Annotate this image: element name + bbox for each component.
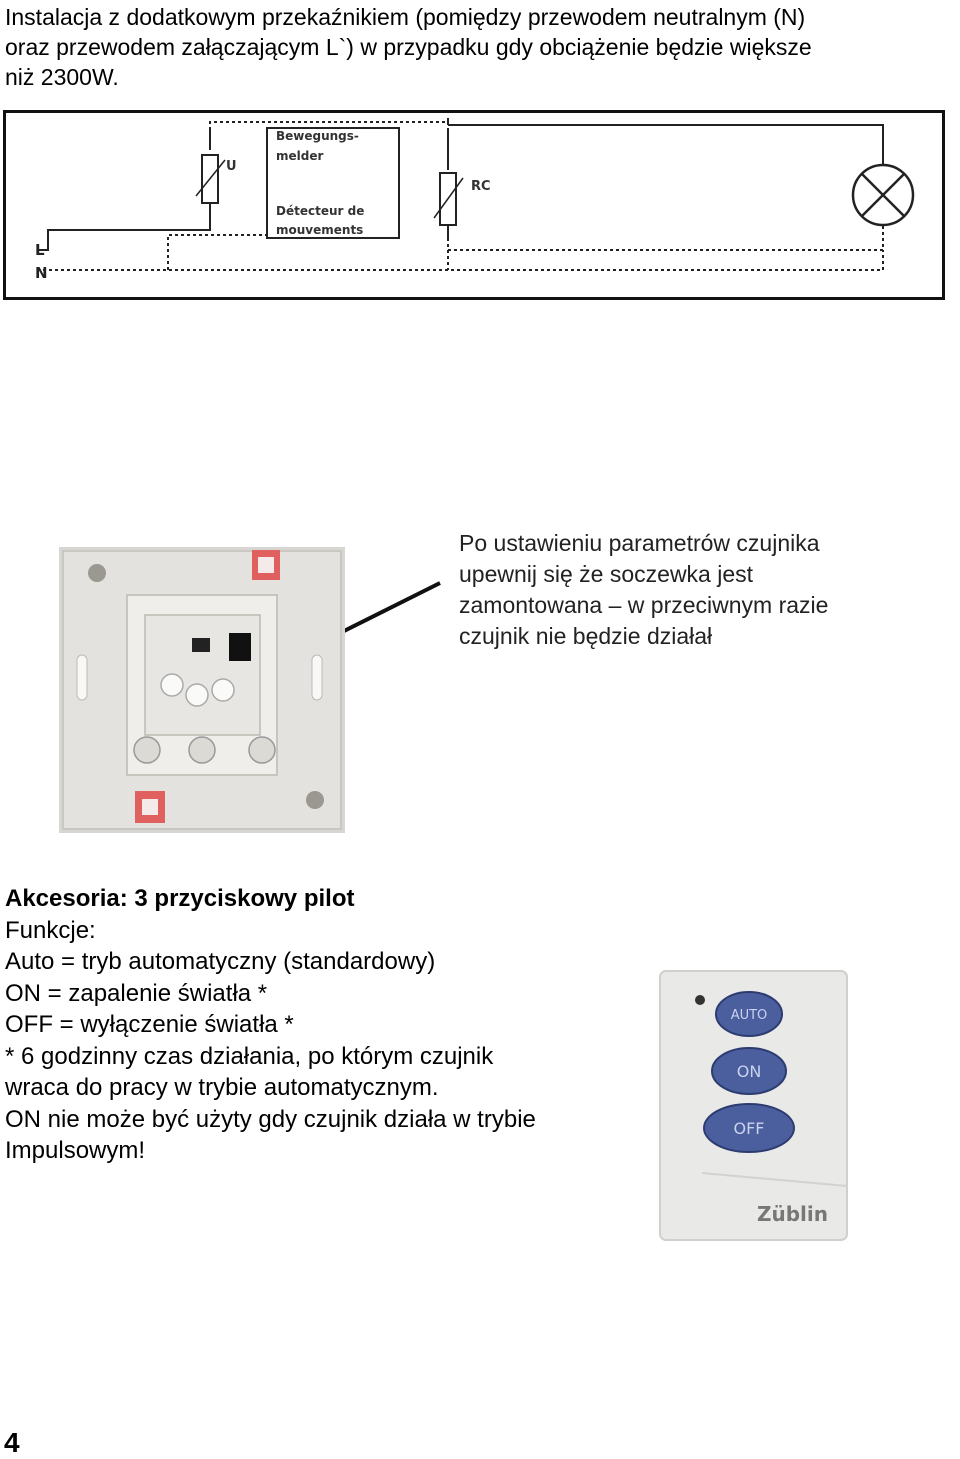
note-line: czujnik nie będzie działał — [459, 623, 713, 649]
brand-logo: Züblin — [757, 1202, 829, 1226]
note-line: zamontowana – w przeciwnym razie — [459, 592, 829, 618]
lens-note — [459, 528, 828, 652]
sensor-module-photo — [57, 545, 347, 835]
box-label-line: melder — [276, 149, 324, 163]
accessories-section — [5, 883, 536, 1167]
accessories-line: ON nie może być użyty gdy czujnik działa w trybie — [5, 1105, 536, 1133]
auto-button-label: AUTO — [730, 1008, 768, 1023]
box-label-line: Bewegungs- — [276, 129, 359, 143]
intro-line: oraz przewodem załączającym L`) w przypadku gdy obciążenie będzie większe — [5, 34, 812, 60]
on-button-label: ON — [736, 1062, 762, 1081]
label-n: N — [35, 264, 48, 282]
intro-paragraph — [5, 2, 955, 92]
led-icon — [695, 995, 705, 1005]
accessories-line: wraca do pracy w trybie automatycznym. — [5, 1074, 439, 1101]
accessories-line: Funkcje: — [5, 916, 96, 944]
page-number: 4 — [4, 1427, 20, 1458]
box-label-line: mouvements — [276, 223, 364, 237]
remote-control-photo — [657, 968, 850, 1243]
off-button-label: OFF — [733, 1119, 765, 1138]
note-line: Po ustawieniu parametrów czujnika — [459, 530, 820, 556]
intro-line: niż 2300W. — [5, 64, 119, 90]
label-u: U — [226, 159, 237, 174]
label-l: L — [35, 241, 45, 259]
box-label-line: Détecteur de — [276, 204, 365, 218]
note-line: upewnij się że soczewka jest — [459, 561, 754, 587]
accessories-line: Auto = tryb automatyczny (standardowy) — [5, 948, 436, 975]
accessories-line: * 6 godzinny czas działania, po którym czujnik — [5, 1042, 494, 1070]
intro-line: Instalacja z dodatkowym przekaźnikiem (pomiędzy przewodem neutralnym (N) — [5, 4, 806, 30]
accessories-line: Impulsowym! — [5, 1137, 146, 1164]
accessories-line: OFF = wyłączenie światła * — [5, 1011, 294, 1038]
accessories-line: ON = zapalenie światła * — [5, 979, 268, 1007]
accessories-heading: Akcesoria: 3 przyciskowy pilot — [5, 885, 355, 912]
wiring-diagram — [3, 110, 945, 300]
label-rc: RC — [471, 179, 491, 194]
